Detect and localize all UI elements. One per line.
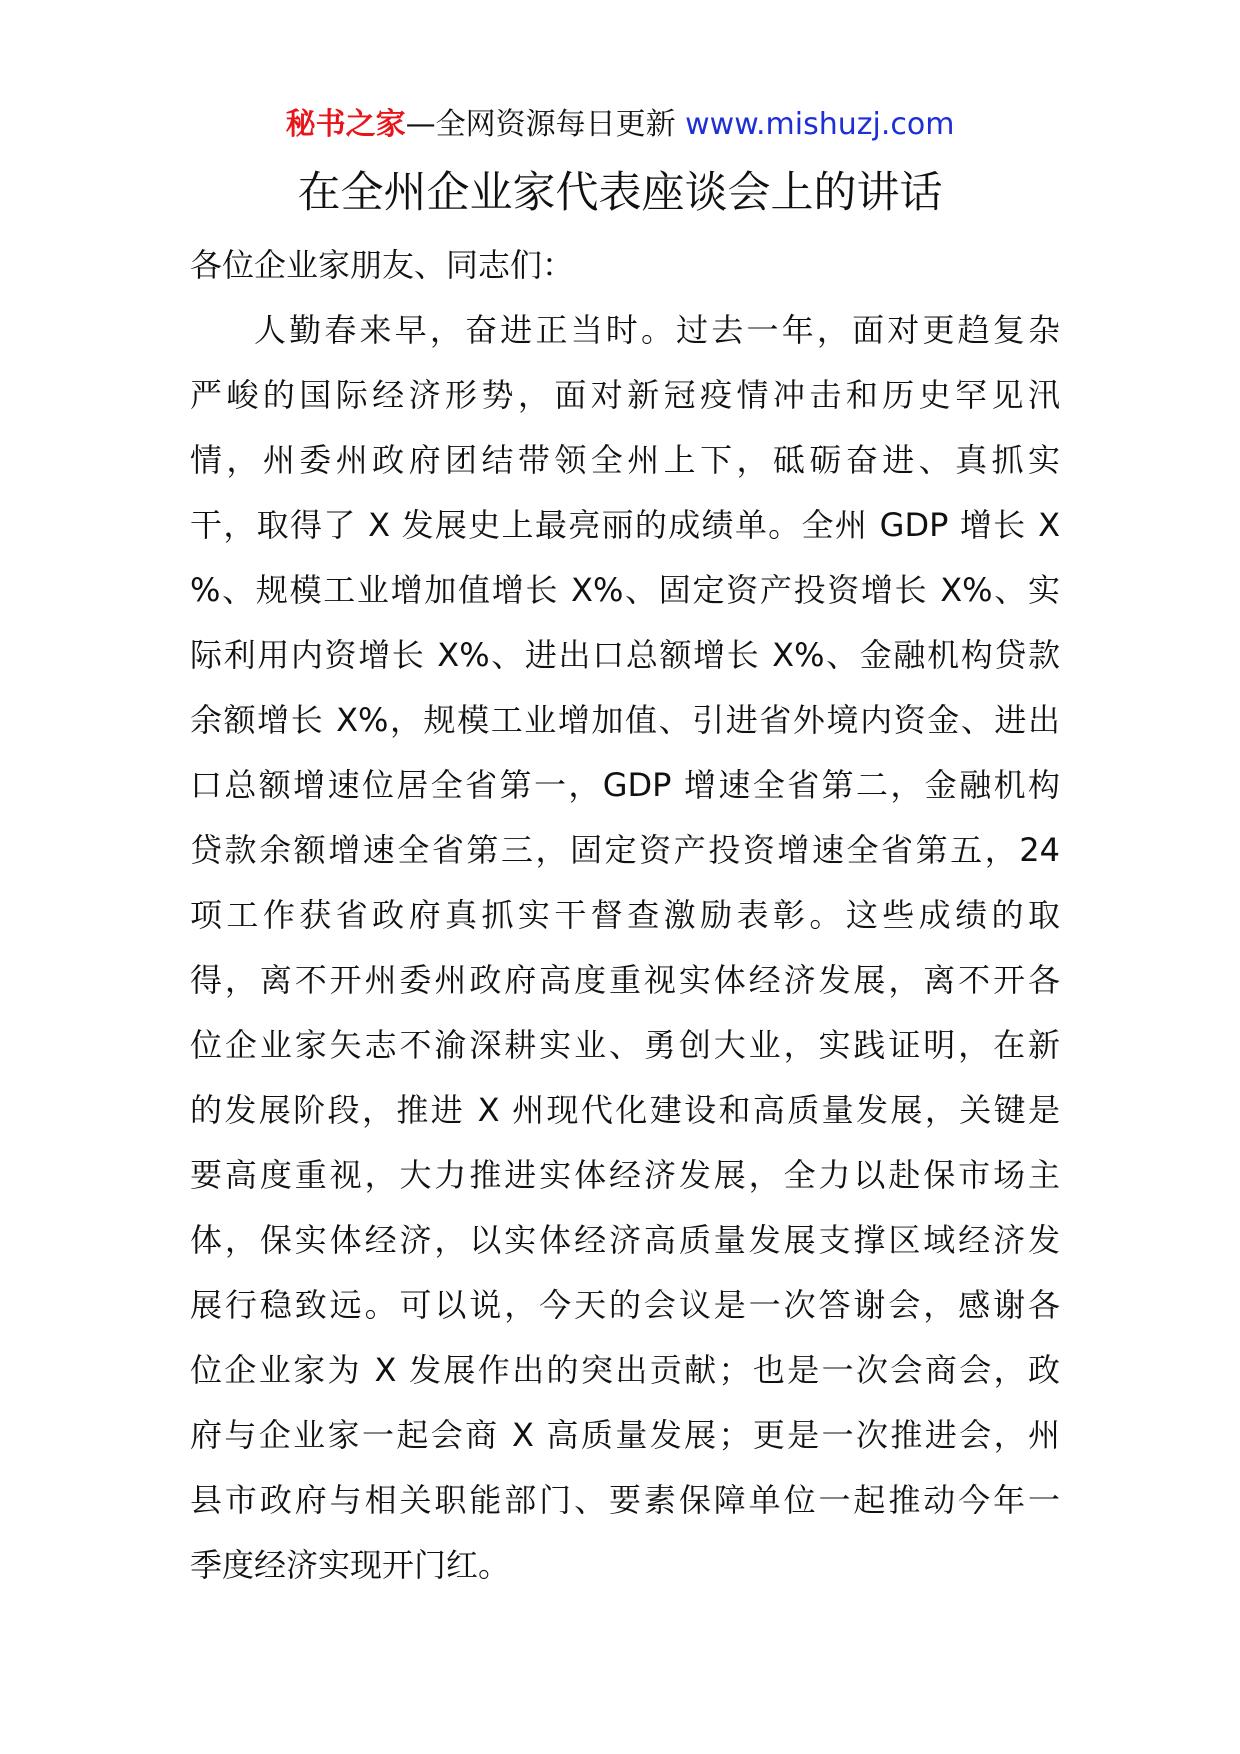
paragraph-line: 县市政府与相关职能部门、要素保障单位一起推动今年一 [190, 1481, 1060, 1519]
brand-name: 秘书之家 [285, 107, 406, 142]
paragraph-line: 贷款余额增速全省第三，固定资产投资增速全省第五，24 [190, 831, 1060, 869]
paragraph-line: 际利用内资增长 X%、进出口总额增长 X%、金融机构贷款 [190, 636, 1060, 674]
paragraph-line: 体，保实体经济，以实体经济高质量发展支撑区域经济发 [190, 1221, 1060, 1259]
paragraph-line: 得，离不开州委州政府高度重视实体经济发展，离不开各 [190, 961, 1060, 999]
paragraph-line: 位企业家为 X 发展作出的突出贡献；也是一次会商会，政 [190, 1351, 1060, 1389]
paragraph-line: 余额增长 X%，规模工业增加值、引进省外境内资金、进出 [190, 701, 1060, 739]
paragraph-line: 展行稳致远。可以说，今天的会议是一次答谢会，感谢各 [190, 1286, 1060, 1324]
greeting-line: 各位企业家朋友、同志们： [190, 246, 575, 284]
paragraph-line: 季度经济实现开门红。 [190, 1546, 511, 1584]
paragraph-line: 要高度重视，大力推进实体经济发展，全力以赴保市场主 [190, 1156, 1060, 1194]
paragraph-line: 位企业家矢志不渝深耕实业、勇创大业，实践证明，在新 [190, 1026, 1060, 1064]
header-tagline: —全网资源每日更新 [405, 107, 676, 142]
paragraph-line: 口总额增速位居全省第一，GDP 增速全省第二，金融机构 [190, 766, 1060, 804]
paragraph-line: 情，州委州政府团结带领全州上下，砥砺奋进、真抓实 [190, 441, 1060, 479]
paragraph-line: 项工作获省政府真抓实干督查激励表彰。这些成绩的取 [190, 896, 1060, 934]
document-title: 在全州企业家代表座谈会上的讲话 [297, 168, 943, 218]
site-header [0, 103, 1240, 147]
paragraph-line: 府与企业家一起会商 X 高质量发展；更是一次推进会，州 [190, 1416, 1060, 1454]
paragraph-line: 的发展阶段，推进 X 州现代化建设和高质量发展，关键是 [190, 1091, 1060, 1129]
site-url-link[interactable]: www.mishuzj.com [685, 107, 955, 142]
paragraph-line: 人勤春来早，奋进正当时。过去一年，面对更趋复杂 [254, 311, 1060, 349]
paragraph-line: %、规模工业增加值增长 X%、固定资产投资增长 X%、实 [190, 571, 1060, 609]
paragraph-line: 干，取得了 X 发展史上最亮丽的成绩单。全州 GDP 增长 X [190, 506, 1060, 544]
document-body [190, 233, 1060, 1598]
paragraph-line: 严峻的国际经济形势，面对新冠疫情冲击和历史罕见汛 [190, 376, 1060, 414]
